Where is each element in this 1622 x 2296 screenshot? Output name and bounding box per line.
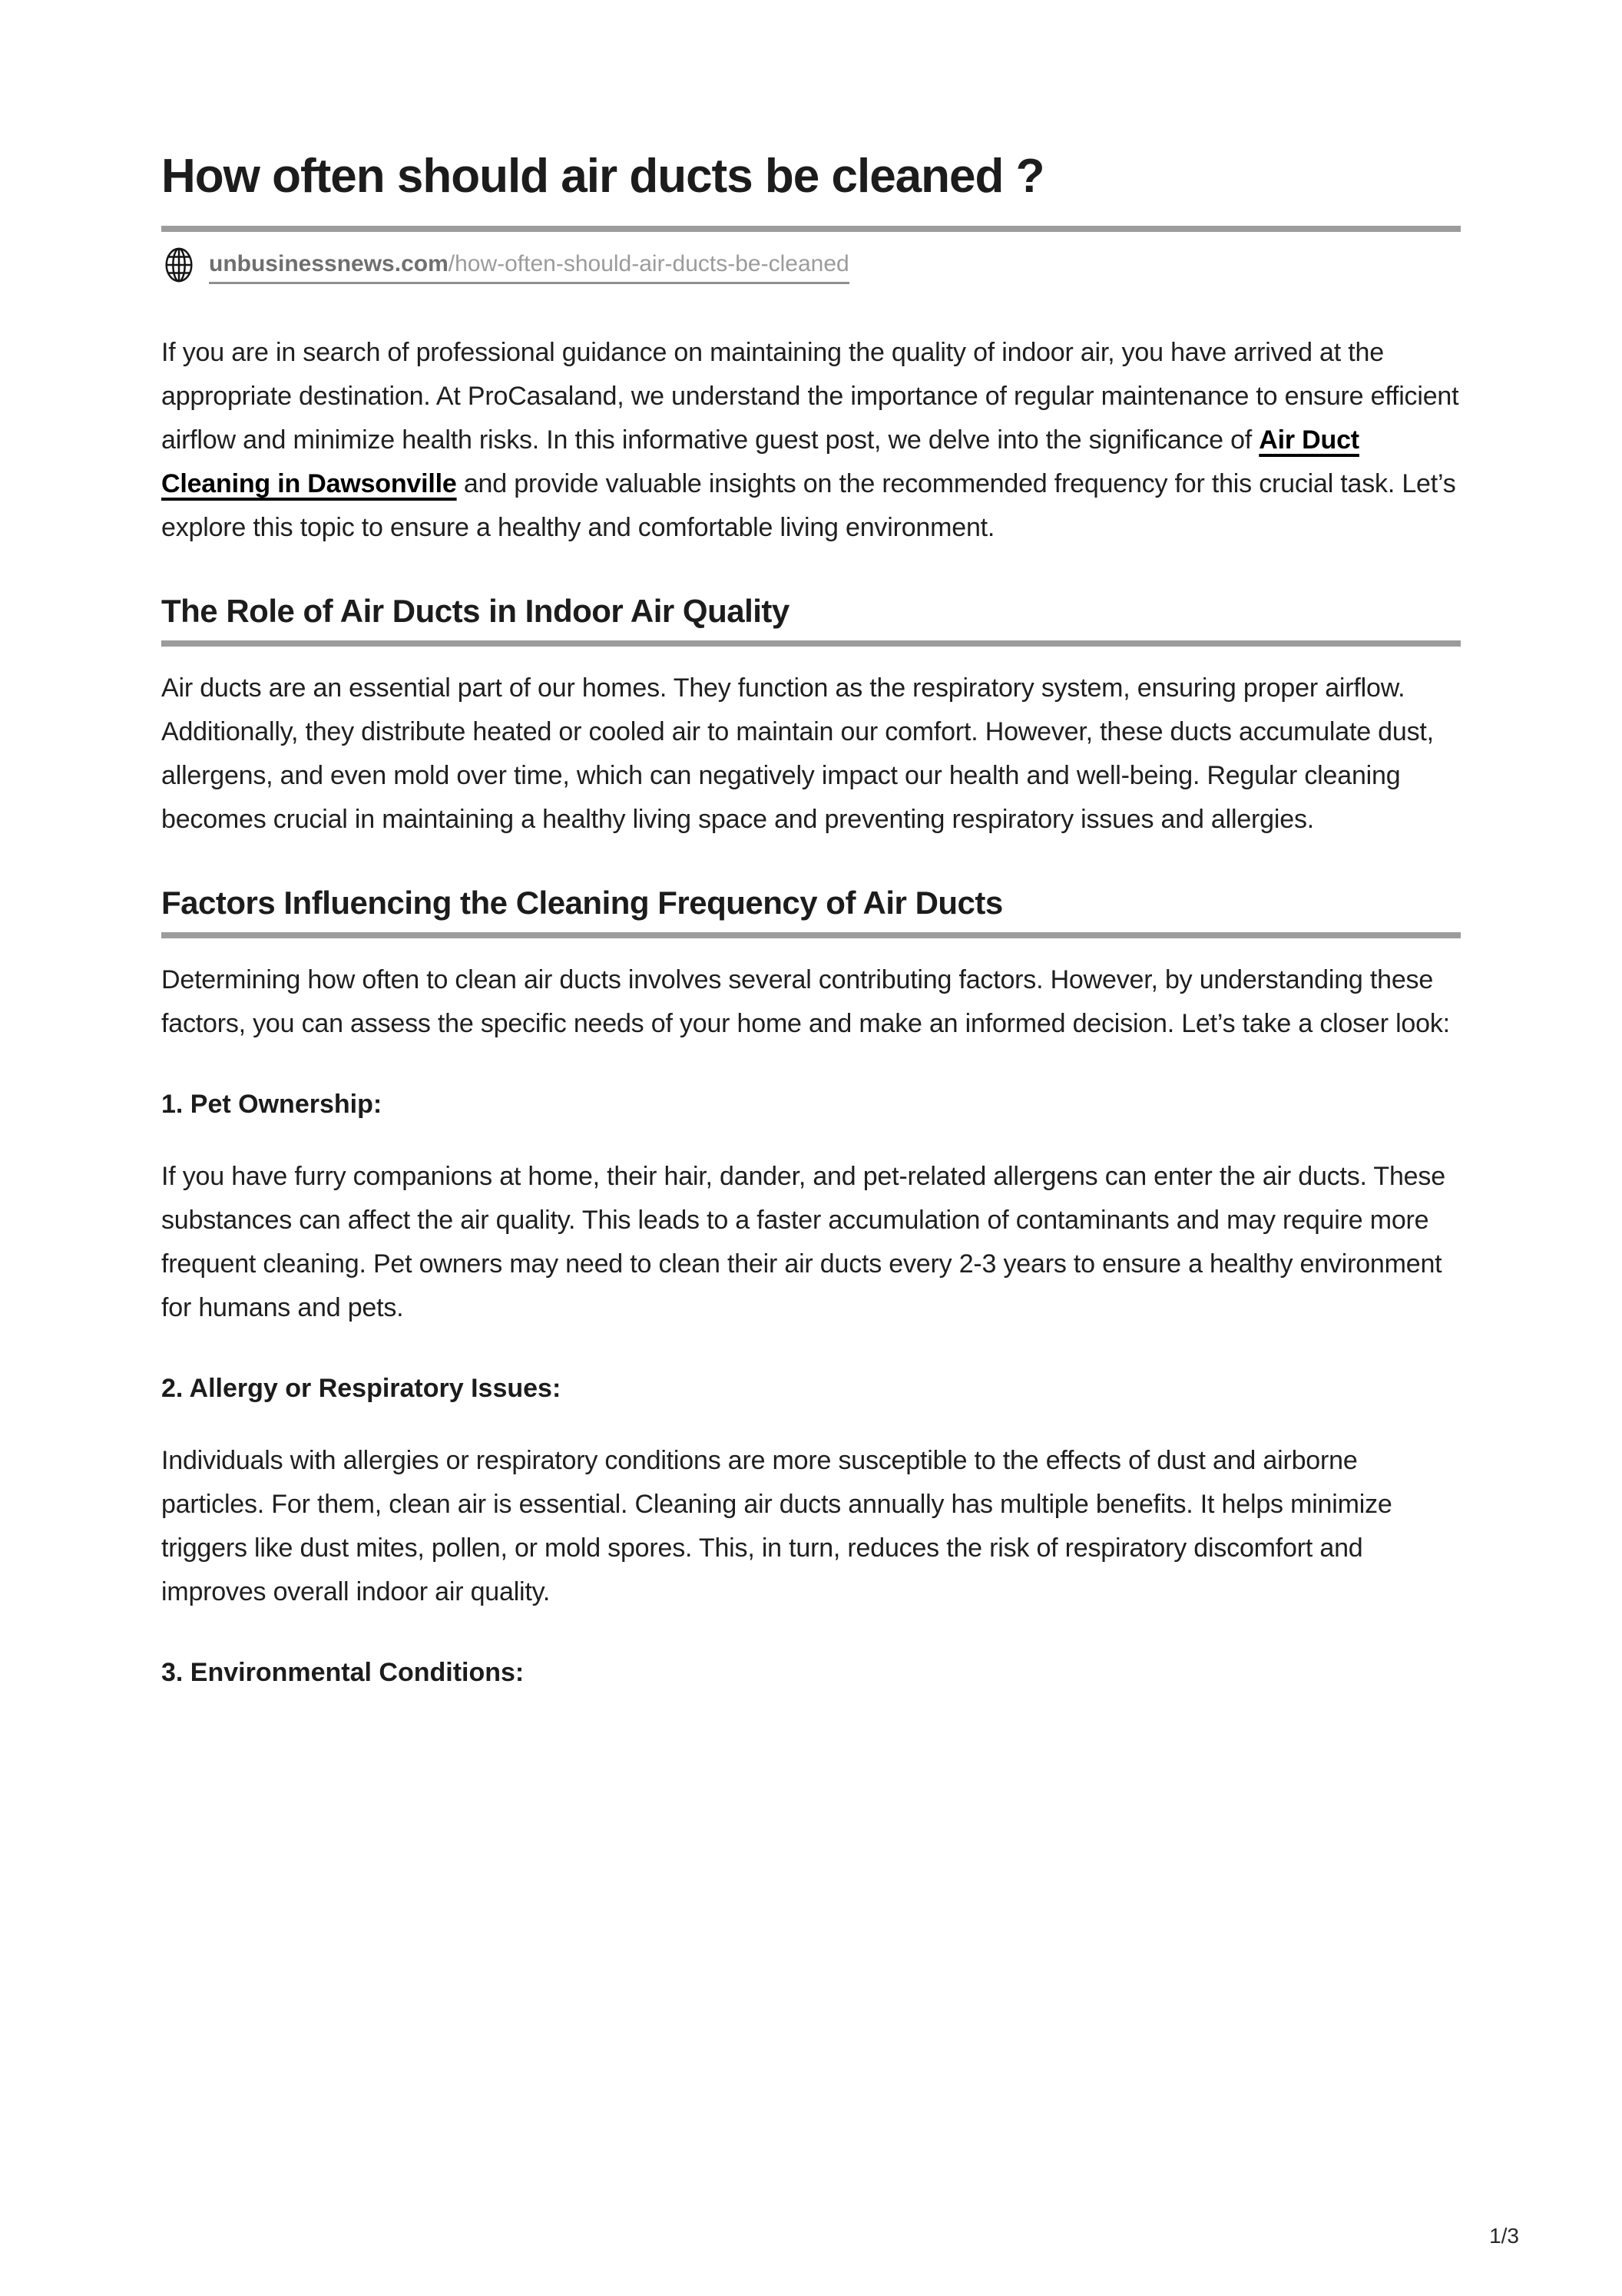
source-path: /how-often-should-air-ducts-be-cleaned bbox=[448, 251, 849, 277]
item-title-pet-ownership: 1. Pet Ownership: bbox=[161, 1090, 382, 1119]
item-title-allergy-respiratory: 2. Allergy or Respiratory Issues: bbox=[161, 1374, 561, 1403]
section-divider bbox=[161, 932, 1461, 938]
globe-icon bbox=[161, 247, 197, 286]
section-title-role-of-air-ducts: The Role of Air Ducts in Indoor Air Quality bbox=[161, 593, 789, 629]
air-duct-cleaning-link[interactable]: Air Duct Cleaning in Dawsonville bbox=[161, 425, 1359, 498]
section-divider bbox=[161, 640, 1461, 647]
section-paragraph-factors-influencing: Determining how often to clean air ducts involves several contributing factors. However, by understanding these factors, you can assess the specific needs of your home and make an informed decision. Let’s take a closer look: bbox=[161, 965, 1450, 1038]
title-divider bbox=[161, 226, 1461, 232]
item-title-environmental-conditions: 3. Environmental Conditions: bbox=[161, 1658, 525, 1687]
section-paragraph-role-of-air-ducts: Air ducts are an essential part of our homes. They function as the respiratory system, ensuring proper airflow. Additionally, they distribute heated or cooled air to maintain our comfort. However, these ducts accumulate dust, allergens, and even mold over time, which can negatively impact our health and well-being. Regular cleaning becomes crucial in maintaining a healthy living space and preventing respiratory issues and allergies. bbox=[161, 673, 1434, 834]
page-number: 1/3 bbox=[1489, 2224, 1519, 2248]
item-paragraph-pet-ownership: If you have furry companions at home, their hair, dander, and pet-related allergens can enter the air ducts. These substances can affect the air quality. This leads to a faster accumulation of contaminants and may require more frequent cleaning. Pet owners may need to clean their air ducts every 2-3 years to ensure a healthy environment for humans and pets. bbox=[161, 1162, 1445, 1322]
intro-text-before: If you are in search of professional guidance on maintaining the quality of indoor air, you have arrived at the appropriate destination. At ProCasaland, we understand the importance of regular maintenance to ensure efficient airflow and minimize health risks. In this informative guest post, we delve into the significance of bbox=[161, 338, 1459, 455]
intro-text-after: and provide valuable insights on the recommended frequency for this crucial task. Let’s explore this topic to ensure a healthy and comfortable living environment. bbox=[161, 469, 1456, 542]
section-title-factors-influencing: Factors Influencing the Cleaning Frequency of Air Ducts bbox=[161, 885, 1003, 921]
page-title: How often should air ducts be cleaned ? bbox=[161, 150, 1044, 203]
item-paragraph-allergy-respiratory: Individuals with allergies or respiratory conditions are more susceptible to the effects of dust and airborne particles. For them, clean air is essential. Cleaning air ducts annually has multiple benefits. It helps minimize triggers like dust mites, pollen, or mold spores. This, in turn, reduces the risk of respiratory discomfort and improves overall indoor air quality. bbox=[161, 1446, 1392, 1606]
source-domain: unbusinessnews.com bbox=[209, 251, 449, 277]
intro-paragraph bbox=[161, 331, 1461, 550]
source-url-link[interactable] bbox=[209, 250, 849, 284]
source-url-row bbox=[161, 247, 1461, 286]
